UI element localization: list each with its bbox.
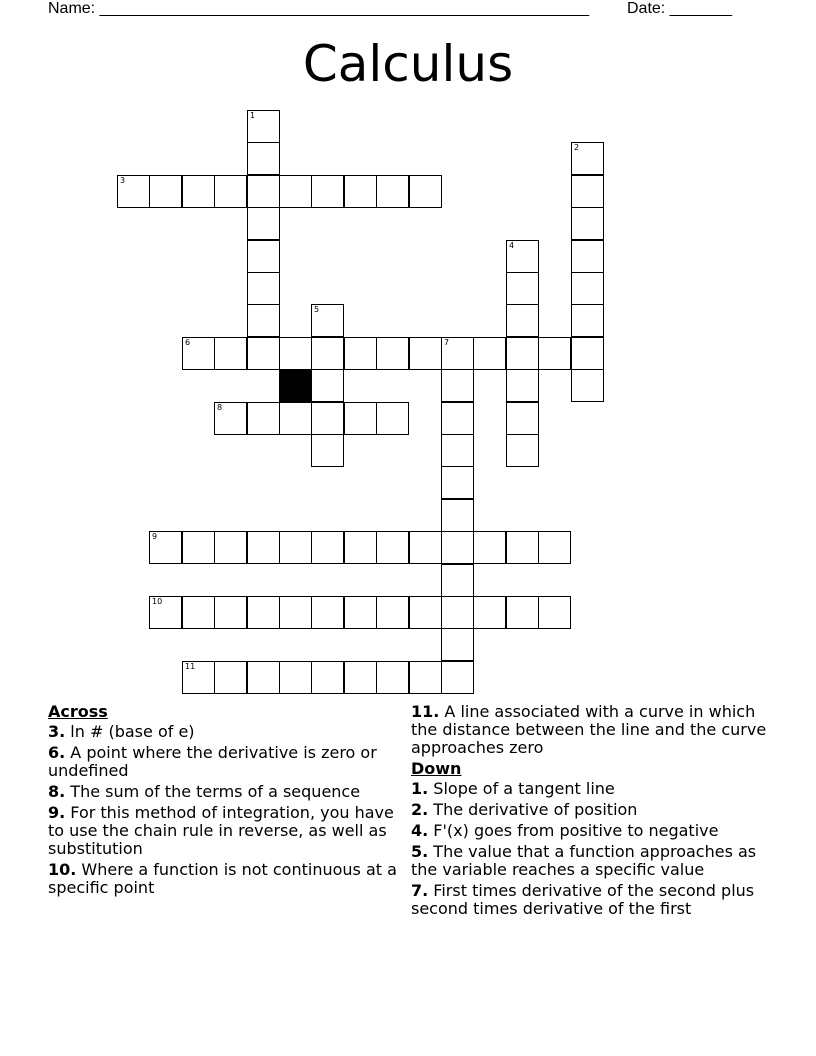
grid-cell[interactable] [538, 337, 571, 370]
grid-cell[interactable] [182, 661, 215, 694]
grid-cell[interactable] [247, 110, 280, 143]
grid-cell[interactable] [344, 661, 377, 694]
grid-cell[interactable] [571, 272, 604, 305]
grid-cell[interactable] [473, 596, 506, 629]
grid-cell[interactable] [441, 564, 474, 597]
grid-cell[interactable] [538, 596, 571, 629]
grid-cell[interactable] [441, 337, 474, 370]
grid-cell[interactable] [571, 304, 604, 337]
grid-cell[interactable] [247, 337, 280, 370]
grid-cell[interactable] [506, 531, 539, 564]
clue-number: 9 [152, 532, 158, 541]
clue-number: 7 [444, 338, 450, 347]
clue-down-5: 5. The value that a function approaches as the variable reaches a specific value [411, 842, 757, 879]
clue-number: 8 [217, 403, 223, 412]
grid-cell[interactable] [247, 240, 280, 273]
clue-number: 1 [250, 111, 256, 120]
grid-cell[interactable] [409, 175, 442, 208]
grid-cell[interactable] [441, 466, 474, 499]
grid-cell[interactable] [441, 661, 474, 694]
clue-number: 4 [509, 241, 515, 250]
grid-cell[interactable] [473, 337, 506, 370]
grid-cell[interactable] [247, 207, 280, 240]
grid-cell[interactable] [311, 369, 344, 402]
grid-cell[interactable] [247, 175, 280, 208]
grid-cell[interactable] [247, 304, 280, 337]
page-title: Calculus [302, 35, 514, 93]
grid-cell[interactable] [441, 531, 474, 564]
grid-cell[interactable] [214, 531, 247, 564]
grid-cell[interactable] [376, 175, 409, 208]
down-heading: Down [411, 759, 462, 778]
grid-cell[interactable] [538, 531, 571, 564]
grid-cell[interactable] [506, 596, 539, 629]
grid-cell[interactable] [571, 175, 604, 208]
grid-cell[interactable] [279, 661, 312, 694]
grid-cell[interactable] [344, 402, 377, 435]
grid-cell[interactable] [247, 531, 280, 564]
grid-cell[interactable] [182, 337, 215, 370]
grid-cell[interactable] [441, 434, 474, 467]
grid-cell[interactable] [506, 369, 539, 402]
grid-cell[interactable] [376, 531, 409, 564]
grid-cell[interactable] [344, 531, 377, 564]
grid-cell[interactable] [441, 499, 474, 532]
grid-cell[interactable] [182, 175, 215, 208]
grid-cell[interactable] [571, 240, 604, 273]
grid-cell[interactable] [409, 337, 442, 370]
right-clues [411, 703, 771, 921]
grid-cell[interactable] [149, 596, 182, 629]
clue-across-11: 11. A line associated with a curve in which the distance between the line and the curve approaches zero [411, 702, 767, 757]
grid-cell[interactable] [182, 531, 215, 564]
grid-cell[interactable] [473, 531, 506, 564]
grid-cell[interactable] [182, 596, 215, 629]
grid-cell[interactable] [376, 337, 409, 370]
grid-cell[interactable] [376, 661, 409, 694]
grid-cell[interactable] [571, 207, 604, 240]
clue-across-10: 10. Where a function is not continuous at a specific point [48, 860, 397, 897]
grid-cell[interactable] [247, 142, 280, 175]
date-label: Date: [627, 0, 666, 17]
grid-cell[interactable] [279, 531, 312, 564]
clue-down-1: 1. Slope of a tangent line [411, 779, 615, 798]
grid-cell[interactable] [247, 661, 280, 694]
grid-cell[interactable] [214, 337, 247, 370]
grid-cell[interactable] [311, 661, 344, 694]
grid-cell[interactable] [441, 369, 474, 402]
grid-cell[interactable] [441, 596, 474, 629]
grid-cell[interactable] [409, 531, 442, 564]
across-heading: Across [48, 702, 108, 721]
grid-cell[interactable] [344, 175, 377, 208]
grid-cell[interactable] [311, 304, 344, 337]
grid-cell[interactable] [247, 272, 280, 305]
clue-across-9: 9. For this method of integration, you have to use the chain rule in reverse, as well as substitution [48, 803, 394, 858]
grid-cell[interactable] [311, 596, 344, 629]
clue-across-8: 8. The sum of the terms of a sequence [48, 782, 361, 801]
grid-cell[interactable] [311, 531, 344, 564]
clue-number: 11 [185, 662, 196, 671]
grid-cell[interactable] [441, 402, 474, 435]
clue-number: 6 [185, 338, 191, 347]
grid-cell[interactable] [149, 531, 182, 564]
grid-cell[interactable] [344, 337, 377, 370]
grid-cell[interactable] [409, 596, 442, 629]
date-blank[interactable]: _______ [669, 0, 732, 17]
grid-cell[interactable] [571, 142, 604, 175]
clue-number: 3 [120, 176, 126, 185]
grid-cell[interactable] [247, 402, 280, 435]
across-clues [48, 703, 398, 900]
grid-cell[interactable] [279, 175, 312, 208]
grid-cell[interactable] [279, 337, 312, 370]
grid-cell[interactable] [214, 402, 247, 435]
grid-cell[interactable] [214, 175, 247, 208]
grid-cell[interactable] [149, 175, 182, 208]
grid-cell[interactable] [214, 596, 247, 629]
name-label: Name: [48, 0, 96, 17]
grid-cell[interactable] [506, 304, 539, 337]
grid-cell[interactable] [247, 596, 280, 629]
grid-cell[interactable] [376, 402, 409, 435]
clue-across-6: 6. A point where the derivative is zero or undefined [48, 743, 377, 780]
grid-cell[interactable] [279, 596, 312, 629]
grid-cell[interactable] [506, 434, 539, 467]
clue-down-2: 2. The derivative of position [411, 800, 638, 819]
grid-cell[interactable] [506, 402, 539, 435]
grid-cell[interactable] [506, 272, 539, 305]
grid-cell[interactable] [409, 661, 442, 694]
black-cell [279, 369, 312, 402]
grid-cell[interactable] [506, 337, 539, 370]
clue-down-7: 7. First times derivative of the second plus second times derivative of the first [411, 881, 755, 918]
grid-cell[interactable] [506, 240, 539, 273]
clue-number: 10 [152, 597, 163, 606]
clue-number: 5 [314, 305, 320, 314]
grid-cell[interactable] [571, 369, 604, 402]
grid-cell[interactable] [214, 661, 247, 694]
grid-cell[interactable] [311, 175, 344, 208]
grid-cell[interactable] [571, 337, 604, 370]
grid-cell[interactable] [117, 175, 150, 208]
grid-cell[interactable] [311, 337, 344, 370]
grid-cell[interactable] [376, 596, 409, 629]
grid-cell[interactable] [311, 402, 344, 435]
clue-number: 2 [574, 143, 580, 152]
clue-down-4: 4. F'(x) goes from positive to negative [411, 821, 719, 840]
clue-across-3: 3. ln # (base of e) [48, 722, 195, 741]
grid-cell[interactable] [344, 596, 377, 629]
grid-cell[interactable] [279, 402, 312, 435]
grid-cell[interactable] [441, 628, 474, 661]
grid-cell[interactable] [311, 434, 344, 467]
name-blank[interactable]: _______________________________________________________ [99, 0, 589, 17]
